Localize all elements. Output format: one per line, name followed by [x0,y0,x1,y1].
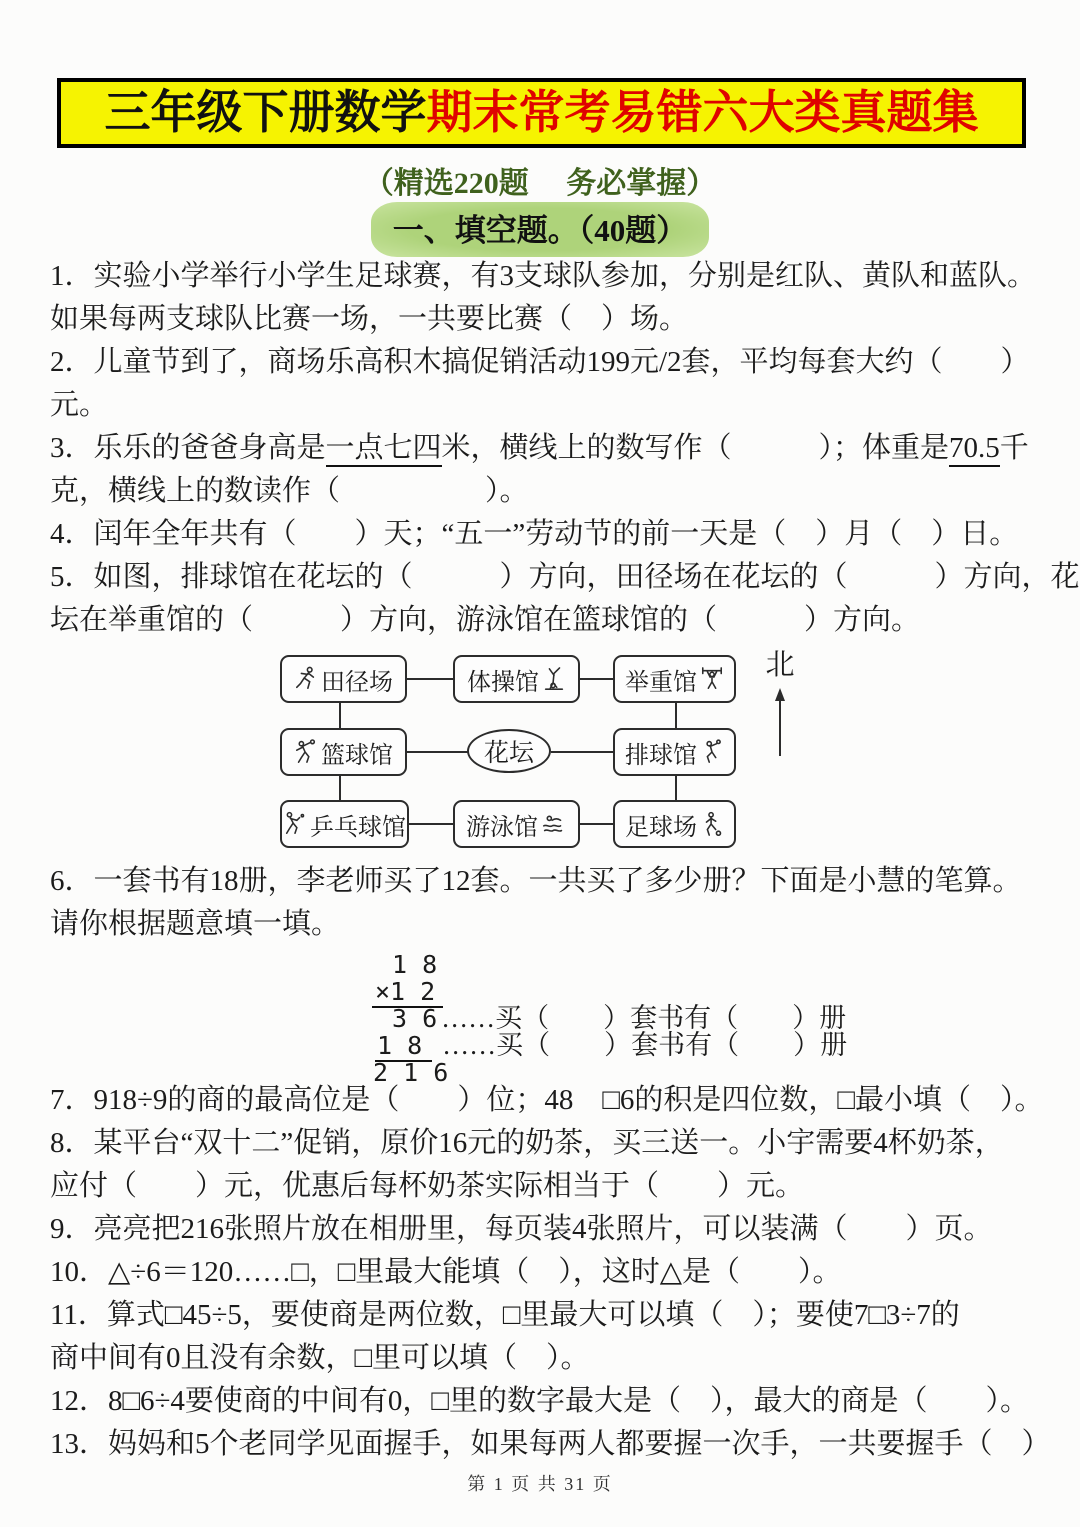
connector-line [551,751,613,753]
north-label: 北 [765,649,795,681]
long-multiplication-figure [50,951,950,1086]
venue-box-track-field [280,655,407,703]
connector-line [407,823,453,825]
multiplication-row [50,978,950,1005]
question-line: 9．亮亮把216张照片放在相册里，每页装4张照片，可以装满（ ）页。 [50,1213,993,1245]
venue-label: 田径场 [321,669,393,696]
question-line: 1．实验小学举行小学生足球赛，有3支球队参加，分别是红队、黄队和蓝队。 [50,260,1037,292]
question-line: 商中间有0且没有余数，□里可以填（ ）。 [50,1342,590,1374]
runner-icon [294,665,318,693]
venue-box-volleyball [613,728,736,776]
page-number: 第 1 页 共 31 页 [467,1474,613,1494]
title-red: 期末常考易错六大类真题集 [426,87,979,138]
question-text: 3．乐乐的爸爸身高是 [50,432,326,464]
weightlifter-icon [700,665,724,693]
question-line [50,427,1040,470]
connector-line [675,775,677,801]
connector-line [675,702,677,729]
table-tennis-player-icon [283,810,307,838]
question-line: 坛在举重馆的（ ）方向，游泳馆在篮球馆的（ ）方向。 [50,604,921,636]
multiplication-row [50,1005,950,1032]
venue-label: 举重馆 [625,669,697,696]
underlined-text: 一点七四 [326,432,442,467]
venue-box-table-tennis [280,800,409,848]
multiplier: ×1 2 [372,977,443,1008]
venue-box-swimming [453,800,580,848]
partial-product-1-note: ……买（ ）套书有（ ）册 [441,1003,847,1033]
multiplication-row [50,951,950,978]
venue-box-football [613,800,736,848]
section-title-highlight: 一、填空题。（40题） [371,202,710,257]
question-line: 请你根据题意填一填。 [50,908,341,940]
multiplication-row [50,1032,950,1059]
connector-line [339,702,341,729]
venue-box-gymnastics [453,655,580,703]
question-line: 元。 [50,389,109,421]
connector-line [407,678,453,680]
partial-product-1: 3 6 [392,1004,438,1033]
volleyball-player-icon [700,738,724,766]
title-black: 三年级下册数学 [104,87,427,138]
venue-label: 排球馆 [625,742,697,769]
basketball-player-icon [294,738,318,766]
question-line: 13．妈妈和5个老同学见面握手，如果每两人都要握一次手，一共要握手（ ） [50,1428,1051,1460]
underlined-text: 70.5 [949,432,1000,467]
question-line: 8．某平台“双十二”促销，原价16元的奶茶，买三送一。小宇需要4杯奶茶， [50,1127,1004,1159]
question-line: 如果每两支球队比赛一场，一共要比赛（ ）场。 [50,303,689,335]
question-line: 4．闰年全年共有（ ）天；“五一”劳动节的前一天是（ ）月（ ）日。 [50,518,1019,550]
question-6 [50,860,1040,946]
connector-line [580,678,613,680]
subtitle: （精选220题 务必掌握） [363,167,717,200]
north-indicator [758,648,802,760]
question-text: 千 [999,432,1029,464]
multiplicand: 1 8 [392,950,438,979]
venue-label: 体操馆 [467,669,539,696]
swimmer-icon [541,810,567,838]
question-line: 6．一套书有18册，李老师买了12套。一共买了多少册？下面是小慧的笔算。 [50,865,1022,897]
connector-line [407,751,468,753]
venue-label: 乒乓球馆 [310,814,406,841]
gymnast-icon [542,665,566,693]
flowerbed-ellipse [467,729,551,773]
north-arrow-icon [758,684,802,760]
question-line: 5．如图，排球馆在花坛的（ ）方向，田径场在花坛的（ ）方向，花 [50,561,1080,593]
connector-line [339,775,341,801]
title-banner [57,78,1026,148]
question-line: 10．△÷6＝120……□，□里最大能填（ ），这时△是（ ）。 [50,1256,842,1288]
question-line: 2．儿童节到了，商场乐高积木搞促销活动199元/2套，平均每套大约（ ） [50,346,1030,378]
question-line: 12．8□6÷4要使商的中间有0，□里的数字最大是（ ），最大的商是（ ）。 [50,1385,1029,1417]
questions-7-to-13 [50,1079,1051,1466]
venue-label: 足球场 [625,814,697,841]
question-line: 11．算式□45÷5，要使商是两位数，□里最大可以填（ ）；要使7□3÷7的 [50,1299,960,1331]
venue-box-weightlifting [613,655,736,703]
soccer-player-icon [700,810,724,838]
partial-product-2: 1 8 [375,1031,432,1062]
connector-line [580,823,613,825]
question-line: 应付（ ）元，优惠后每杯奶茶实际相当于（ ）元。 [50,1170,805,1202]
venue-box-basketball [280,728,407,776]
venue-label: 游泳馆 [466,814,538,841]
question-line: 克，横线上的数读作（ ）。 [50,475,529,507]
product: 2 1 6 [373,1058,449,1087]
partial-product-2-note: ……买（ ）套书有（ ）册 [442,1030,848,1060]
venue-label: 花坛 [483,740,534,767]
question-text: 米，横线上的数写作（ ）；体重是 [441,432,950,464]
venue-label: 篮球馆 [321,742,393,769]
section-header [0,202,1080,257]
question-line: 7．918÷9的商的最高位是（ ）位；48 □6的积是四位数，□最小填（ ）。 [50,1084,1044,1116]
questions-1-to-5 [50,255,1080,642]
